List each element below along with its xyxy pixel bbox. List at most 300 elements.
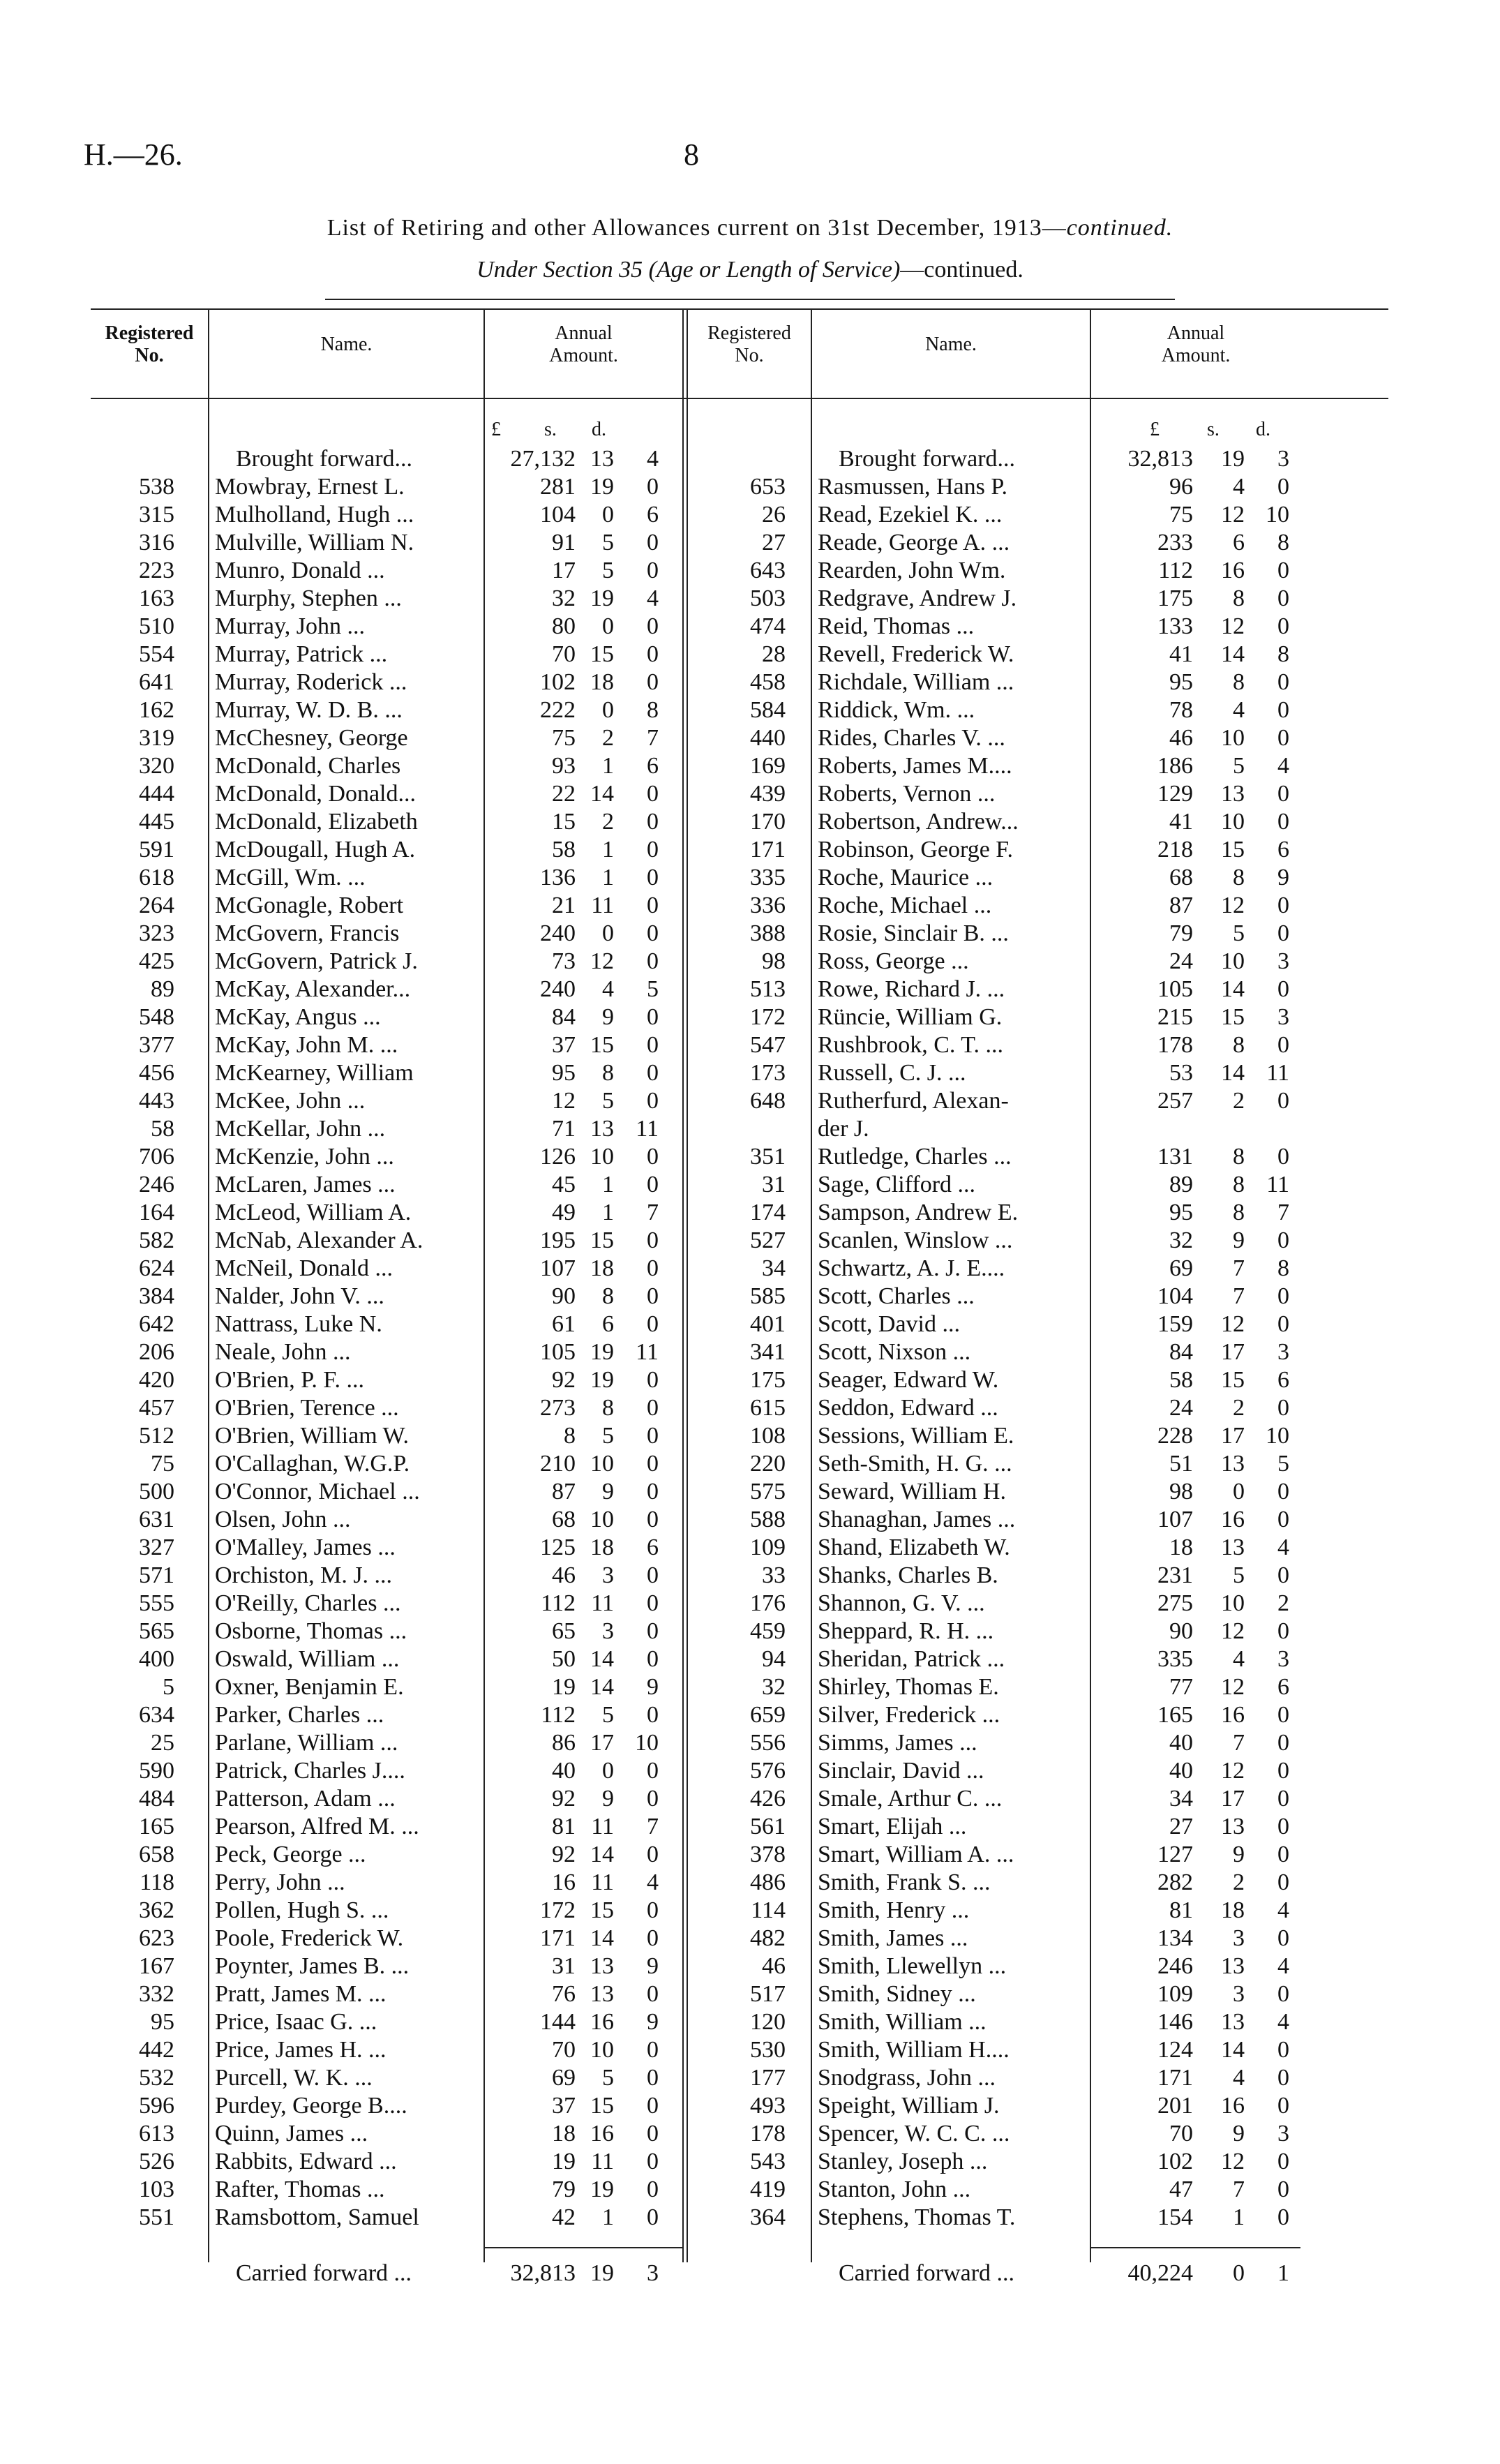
table-row bbox=[0, 1366, 1500, 1394]
pensioner-name: Poynter, James B. ... bbox=[215, 1953, 410, 1979]
pensioner-name: Neale, John ... bbox=[215, 1339, 351, 1365]
amount-pounds: 136 bbox=[540, 865, 576, 890]
pensioner-name: Parlane, William ... bbox=[215, 1730, 398, 1756]
amount-pence: 8 bbox=[647, 697, 659, 723]
amount-pence: 4 bbox=[1277, 1897, 1289, 1923]
pensioner-name: O'Reilly, Charles ... bbox=[215, 1590, 401, 1616]
registered-number: 109 bbox=[750, 1535, 786, 1560]
registered-number: 171 bbox=[750, 837, 786, 863]
amount-pounds: 201 bbox=[1157, 2093, 1193, 2119]
amount-pounds: 77 bbox=[1169, 1674, 1193, 1700]
brought-forward-row bbox=[0, 445, 1500, 473]
amount-pounds: 215 bbox=[1157, 1004, 1193, 1030]
registered-number: 659 bbox=[750, 1702, 786, 1728]
registered-number: 443 bbox=[139, 1088, 174, 1114]
amount-shillings: 13 bbox=[1221, 781, 1245, 807]
table-row bbox=[0, 473, 1500, 501]
pensioner-name: O'Malley, James ... bbox=[215, 1535, 396, 1560]
pensioner-name: Reade, George A. ... bbox=[818, 530, 1010, 555]
registered-number: 584 bbox=[750, 697, 786, 723]
table-row bbox=[0, 641, 1500, 669]
amount-shillings: 16 bbox=[1221, 2093, 1245, 2119]
amount-pence: 7 bbox=[1277, 1200, 1289, 1225]
amount-pounds: 40 bbox=[552, 1758, 576, 1784]
table-row bbox=[0, 780, 1500, 808]
pensioner-name: McGovern, Patrick J. bbox=[215, 948, 418, 974]
amount-shillings: 8 bbox=[602, 1395, 614, 1421]
amount-pence: 4 bbox=[647, 585, 659, 611]
table-row bbox=[0, 1562, 1500, 1590]
amount-pounds: 93 bbox=[552, 753, 576, 779]
registered-number: 706 bbox=[139, 1144, 174, 1170]
pensioner-name: Simms, James ... bbox=[818, 1730, 977, 1756]
table-row bbox=[0, 1590, 1500, 1618]
amount-shillings: 14 bbox=[1221, 641, 1245, 667]
registered-number: 336 bbox=[750, 893, 786, 918]
pensioner-name: Seward, William H. bbox=[818, 1479, 1006, 1504]
amount-shillings: 11 bbox=[591, 2149, 614, 2174]
amount-pence: 0 bbox=[1277, 809, 1289, 835]
amount-pence: 7 bbox=[647, 1814, 659, 1839]
amount-shillings: 9 bbox=[602, 1479, 614, 1504]
amount-pounds: 69 bbox=[1169, 1255, 1193, 1281]
registered-number: 658 bbox=[139, 1842, 174, 1867]
amount-pounds: 37 bbox=[552, 1032, 576, 1058]
amount-pounds: 124 bbox=[1157, 2037, 1193, 2063]
pensioner-name: Oswald, William ... bbox=[215, 1646, 400, 1672]
pensioner-name: Roche, Michael ... bbox=[818, 893, 992, 918]
amount-pence: 0 bbox=[647, 1004, 659, 1030]
pensioner-name: Mulville, William N. bbox=[215, 530, 414, 555]
registered-number: 458 bbox=[750, 669, 786, 695]
amount-shillings: 8 bbox=[1233, 1200, 1245, 1225]
pensioner-name: Seddon, Edward ... bbox=[818, 1395, 998, 1421]
amount-pounds: 146 bbox=[1157, 2009, 1193, 2035]
registered-number: 425 bbox=[139, 948, 174, 974]
amount-shillings: 19 bbox=[590, 2260, 614, 2286]
table-row bbox=[0, 1338, 1500, 1366]
pensioner-name: Shanks, Charles B. bbox=[818, 1562, 998, 1588]
table-row bbox=[0, 1729, 1500, 1757]
amount-pence: 0 bbox=[1277, 1842, 1289, 1867]
amount-pounds: 195 bbox=[540, 1227, 576, 1253]
amount-pounds: 40 bbox=[1169, 1758, 1193, 1784]
amount-pence: 10 bbox=[1266, 502, 1289, 528]
amount-shillings: 10 bbox=[590, 1451, 614, 1477]
amount-pence: 0 bbox=[647, 1144, 659, 1170]
amount-pounds: 70 bbox=[1169, 2121, 1193, 2146]
amount-shillings: 19 bbox=[590, 474, 614, 500]
amount-pence: 0 bbox=[1277, 585, 1289, 611]
pensioner-name: Smith, Frank S. ... bbox=[818, 1869, 991, 1895]
table-row bbox=[0, 1143, 1500, 1171]
pensioner-name: Nalder, John V. ... bbox=[215, 1283, 384, 1309]
amount-shillings: 16 bbox=[1221, 1702, 1245, 1728]
pensioner-name: Smale, Arthur C. ... bbox=[818, 1786, 1003, 1812]
pensioner-name: Shirley, Thomas E. bbox=[818, 1674, 999, 1700]
amount-shillings: 13 bbox=[590, 1116, 614, 1142]
amount-pence: 3 bbox=[1277, 1339, 1289, 1365]
amount-shillings: 15 bbox=[1221, 1367, 1245, 1393]
registered-number: 98 bbox=[762, 948, 786, 974]
amount-pounds: 133 bbox=[1157, 613, 1193, 639]
amount-shillings: 5 bbox=[1233, 753, 1245, 779]
registered-number: 27 bbox=[762, 530, 786, 555]
amount-pence: 0 bbox=[1277, 2204, 1289, 2230]
amount-pence: 5 bbox=[1277, 1451, 1289, 1477]
amount-shillings: 12 bbox=[1221, 2149, 1245, 2174]
amount-pence: 0 bbox=[1277, 1283, 1289, 1309]
amount-pence: 0 bbox=[1277, 1618, 1289, 1644]
amount-pounds: 282 bbox=[1157, 1869, 1193, 1895]
table-row bbox=[0, 808, 1500, 836]
title-continued: continued. bbox=[1066, 215, 1173, 241]
pensioner-name: Snodgrass, John ... bbox=[818, 2065, 996, 2091]
amount-shillings: 16 bbox=[1221, 1507, 1245, 1532]
amount-pounds: 92 bbox=[552, 1367, 576, 1393]
amount-shillings: 19 bbox=[590, 585, 614, 611]
amount-pence: 9 bbox=[647, 1674, 659, 1700]
amount-shillings: 12 bbox=[1221, 1758, 1245, 1784]
amount-pence: 4 bbox=[647, 1869, 659, 1895]
amount-pence: 0 bbox=[647, 669, 659, 695]
amount-shillings: 10 bbox=[590, 1144, 614, 1170]
amount-shillings: 1 bbox=[602, 1200, 614, 1225]
amount-pence: 0 bbox=[1277, 2176, 1289, 2202]
registered-number: 28 bbox=[762, 641, 786, 667]
pensioner-name: Roberts, James M.... bbox=[818, 753, 1012, 779]
registered-number: 510 bbox=[139, 613, 174, 639]
pensioner-name: Roche, Maurice ... bbox=[818, 865, 993, 890]
table-row bbox=[0, 1701, 1500, 1729]
registered-number: 648 bbox=[750, 1088, 786, 1114]
table-row bbox=[0, 836, 1500, 864]
registered-number: 114 bbox=[751, 1897, 786, 1923]
amount-pence: 0 bbox=[1277, 669, 1289, 695]
pensioner-name: Murray, W. D. B. ... bbox=[215, 697, 403, 723]
table-row bbox=[0, 1841, 1500, 1869]
pensioner-name: Mowbray, Ernest L. bbox=[215, 474, 405, 500]
amount-pounds: 125 bbox=[540, 1535, 576, 1560]
amount-pence: 0 bbox=[1277, 1814, 1289, 1839]
registered-number: 474 bbox=[750, 613, 786, 639]
pensioner-name: Rabbits, Edward ... bbox=[215, 2149, 397, 2174]
table-row bbox=[0, 1980, 1500, 2008]
amount-pence: 8 bbox=[1277, 1255, 1289, 1281]
table-row bbox=[0, 752, 1500, 780]
amount-pounds: 53 bbox=[1169, 1060, 1193, 1086]
amount-pence: 0 bbox=[1277, 976, 1289, 1002]
amount-pence: 11 bbox=[1266, 1060, 1289, 1086]
pensioner-name: Purcell, W. K. ... bbox=[215, 2065, 373, 2091]
amount-pounds: 32,813 bbox=[1127, 446, 1193, 472]
table-row bbox=[0, 1757, 1500, 1785]
registered-number: 162 bbox=[139, 697, 174, 723]
pensioner-name: Rutledge, Charles ... bbox=[818, 1144, 1012, 1170]
amount-shillings: 2 bbox=[602, 725, 614, 751]
amount-shillings: 9 bbox=[1233, 1842, 1245, 1867]
amount-pence: 0 bbox=[647, 1702, 659, 1728]
amount-pounds: 18 bbox=[552, 2121, 576, 2146]
registered-number: 378 bbox=[750, 1842, 786, 1867]
amount-pounds: 159 bbox=[1157, 1311, 1193, 1337]
col-header-amount-left bbox=[485, 322, 682, 367]
amount-pounds: 134 bbox=[1157, 1925, 1193, 1951]
registered-number: 31 bbox=[762, 1172, 786, 1197]
amount-shillings: 15 bbox=[590, 2093, 614, 2119]
registered-number: 571 bbox=[139, 1562, 174, 1588]
amount-pounds: 68 bbox=[1169, 865, 1193, 890]
pensioner-name: O'Callaghan, W.G.P. bbox=[215, 1451, 410, 1477]
table-row bbox=[0, 1897, 1500, 1925]
registered-number: 26 bbox=[762, 502, 786, 528]
registered-number: 264 bbox=[139, 893, 174, 918]
page-number: 8 bbox=[684, 137, 699, 172]
amount-pence: 10 bbox=[1266, 1423, 1289, 1449]
amount-pence: 0 bbox=[647, 1032, 659, 1058]
registered-number: 223 bbox=[139, 558, 174, 583]
table-row bbox=[0, 2148, 1500, 2176]
pensioner-name: Schwartz, A. J. E.... bbox=[818, 1255, 1005, 1281]
amount-pence: 11 bbox=[1266, 1172, 1289, 1197]
amount-pence: 4 bbox=[1277, 753, 1289, 779]
amount-pounds: 17 bbox=[552, 558, 576, 583]
amount-pounds: 129 bbox=[1157, 781, 1193, 807]
pensioner-name: O'Brien, Terence ... bbox=[215, 1395, 399, 1421]
amount-pounds: 32 bbox=[552, 585, 576, 611]
table-row bbox=[0, 696, 1500, 724]
registered-number: 618 bbox=[139, 865, 174, 890]
registered-number: 486 bbox=[750, 1869, 786, 1895]
pensioner-name: Seager, Edward W. bbox=[818, 1367, 999, 1393]
amount-pounds: 89 bbox=[1169, 1172, 1193, 1197]
registered-number: 444 bbox=[139, 781, 174, 807]
amount-pence: 0 bbox=[647, 781, 659, 807]
registered-number: 512 bbox=[139, 1423, 174, 1449]
registered-number: 582 bbox=[139, 1227, 174, 1253]
table-row bbox=[0, 1673, 1500, 1701]
amount-pounds: 8 bbox=[564, 1423, 576, 1449]
amount-shillings: 13 bbox=[590, 446, 614, 472]
registered-number: 445 bbox=[139, 809, 174, 835]
col-header-name-right: Name. bbox=[925, 334, 977, 355]
pensioner-name: Shand, Elizabeth W. bbox=[818, 1535, 1010, 1560]
total-label: Brought forward... bbox=[839, 446, 1016, 472]
pensioner-name: Olsen, John ... bbox=[215, 1507, 351, 1532]
pensioner-name: McKenzie, John ... bbox=[215, 1144, 394, 1170]
amount-shillings: 12 bbox=[1221, 502, 1245, 528]
amount-shillings: 14 bbox=[1221, 976, 1245, 1002]
amount-shillings: 15 bbox=[590, 1227, 614, 1253]
table-row bbox=[0, 976, 1500, 1003]
pensioner-name: Pearson, Alfred M. ... bbox=[215, 1814, 419, 1839]
registered-number: 576 bbox=[750, 1758, 786, 1784]
amount-shillings: 5 bbox=[602, 1423, 614, 1449]
amount-shillings: 8 bbox=[1233, 585, 1245, 611]
pensioner-name: Price, James H. ... bbox=[215, 2037, 387, 2063]
amount-shillings: 10 bbox=[1221, 1590, 1245, 1616]
amount-pence: 0 bbox=[647, 1897, 659, 1923]
right-total-rule bbox=[1090, 2247, 1300, 2248]
table-row bbox=[0, 1813, 1500, 1841]
pensioner-name: Scott, Charles ... bbox=[818, 1283, 975, 1309]
registered-number: 643 bbox=[750, 558, 786, 583]
amount-shillings: 0 bbox=[1233, 2260, 1245, 2286]
amount-shillings: 15 bbox=[590, 1897, 614, 1923]
amount-pence: 0 bbox=[1277, 893, 1289, 918]
amount-pence: 0 bbox=[1277, 1088, 1289, 1114]
amount-pence: 0 bbox=[1277, 1869, 1289, 1895]
page-title bbox=[0, 215, 1500, 241]
pensioner-name: McGill, Wm. ... bbox=[215, 865, 366, 890]
amount-shillings: 12 bbox=[590, 948, 614, 974]
amount-pence: 0 bbox=[647, 641, 659, 667]
table-row bbox=[0, 1785, 1500, 1813]
amount-pence: 0 bbox=[1277, 1311, 1289, 1337]
amount-pence: 0 bbox=[1277, 697, 1289, 723]
registered-number: 530 bbox=[750, 2037, 786, 2063]
amount-shillings: 10 bbox=[590, 1507, 614, 1532]
amount-pounds: 131 bbox=[1157, 1144, 1193, 1170]
registered-number: 34 bbox=[762, 1255, 786, 1281]
registered-number: 176 bbox=[750, 1590, 786, 1616]
pensioner-name: Pratt, James M. ... bbox=[215, 1981, 387, 2007]
table-row bbox=[0, 2120, 1500, 2148]
pensioner-name: Orchiston, M. J. ... bbox=[215, 1562, 393, 1588]
registered-number: 58 bbox=[151, 1116, 174, 1142]
pensioner-name: Smith, Sidney ... bbox=[818, 1981, 976, 2007]
amount-shillings: 5 bbox=[1233, 920, 1245, 946]
amount-pounds: 92 bbox=[552, 1842, 576, 1867]
amount-pounds: 104 bbox=[540, 502, 576, 528]
amount-pence: 3 bbox=[647, 2260, 659, 2286]
registered-number: 623 bbox=[139, 1925, 174, 1951]
pensioner-name: McGonagle, Robert bbox=[215, 893, 404, 918]
registered-number: 484 bbox=[139, 1786, 174, 1812]
amount-shillings: 1 bbox=[602, 1172, 614, 1197]
pensioner-name: Smith, William H.... bbox=[818, 2037, 1010, 2063]
amount-shillings: 4 bbox=[1233, 474, 1245, 500]
registered-number: 426 bbox=[750, 1786, 786, 1812]
amount-shillings: 13 bbox=[1221, 1451, 1245, 1477]
registered-number: 178 bbox=[750, 2121, 786, 2146]
amount-pence: 11 bbox=[636, 1339, 659, 1365]
amount-pence: 0 bbox=[647, 1311, 659, 1337]
table-row bbox=[0, 669, 1500, 696]
table-row bbox=[0, 1422, 1500, 1450]
registered-number: 172 bbox=[750, 1004, 786, 1030]
pensioner-name: Riddick, Wm. ... bbox=[818, 697, 975, 723]
amount-shillings: 15 bbox=[1221, 1004, 1245, 1030]
amount-pence: 0 bbox=[647, 2093, 659, 2119]
amount-pounds: 31 bbox=[552, 1953, 576, 1979]
registered-number: 503 bbox=[750, 585, 786, 611]
amount-shillings: 6 bbox=[602, 1311, 614, 1337]
table-row bbox=[0, 1869, 1500, 1897]
amount-pounds: 95 bbox=[552, 1060, 576, 1086]
pensioner-name: Stephens, Thomas T. bbox=[818, 2204, 1016, 2230]
amount-shillings: 0 bbox=[602, 613, 614, 639]
table-row bbox=[0, 2064, 1500, 2092]
amount-pence: 0 bbox=[1277, 920, 1289, 946]
amount-pence: 0 bbox=[647, 948, 659, 974]
table-row bbox=[0, 1506, 1500, 1534]
registered-number: 439 bbox=[750, 781, 786, 807]
pensioner-name: Russell, C. J. ... bbox=[818, 1060, 966, 1086]
amount-shillings: 13 bbox=[590, 1981, 614, 2007]
amount-shillings: 7 bbox=[1233, 1730, 1245, 1756]
pensioner-name: Seth-Smith, H. G. ... bbox=[818, 1451, 1012, 1477]
registered-number: 315 bbox=[139, 502, 174, 528]
amount-shillings: 12 bbox=[1221, 893, 1245, 918]
amount-pounds: 49 bbox=[552, 1200, 576, 1225]
amount-shillings: 18 bbox=[590, 1255, 614, 1281]
amount-pence: 0 bbox=[647, 1925, 659, 1951]
table-row bbox=[0, 1618, 1500, 1645]
amount-pounds: 45 bbox=[552, 1172, 576, 1197]
pensioner-name: Smart, William A. ... bbox=[818, 1842, 1014, 1867]
pensioner-name: Sampson, Andrew E. bbox=[818, 1200, 1019, 1225]
amount-shillings: 9 bbox=[1233, 2121, 1245, 2146]
registered-number: 543 bbox=[750, 2149, 786, 2174]
amount-shillings: 14 bbox=[1221, 1060, 1245, 1086]
amount-pence: 0 bbox=[647, 558, 659, 583]
amount-shillings: 3 bbox=[602, 1618, 614, 1644]
amount-pence: 0 bbox=[647, 1227, 659, 1253]
pensioner-name: Shannon, G. V. ... bbox=[818, 1590, 985, 1616]
registered-number: 624 bbox=[139, 1255, 174, 1281]
amount-pence: 0 bbox=[647, 1283, 659, 1309]
amount-pounds: 24 bbox=[1169, 1395, 1193, 1421]
amount-pounds: 96 bbox=[1169, 474, 1193, 500]
amount-pounds: 16 bbox=[552, 1869, 576, 1895]
amount-pounds: 58 bbox=[552, 837, 576, 863]
amount-shillings: 8 bbox=[1233, 865, 1245, 890]
registered-number: 335 bbox=[750, 865, 786, 890]
amount-pounds: 98 bbox=[1169, 1479, 1193, 1504]
amount-pounds: 32,813 bbox=[510, 2260, 576, 2286]
amount-pounds: 42 bbox=[552, 2204, 576, 2230]
amount-shillings: 18 bbox=[1221, 1897, 1245, 1923]
amount-shillings: 1 bbox=[602, 865, 614, 890]
amount-pence: 6 bbox=[647, 1535, 659, 1560]
pensioner-name: McDonald, Elizabeth bbox=[215, 809, 418, 835]
amount-pence: 0 bbox=[1277, 613, 1289, 639]
amount-pounds: 112 bbox=[541, 1702, 576, 1728]
registered-number: 653 bbox=[750, 474, 786, 500]
amount-pounds: 46 bbox=[552, 1562, 576, 1588]
amount-pence: 0 bbox=[1277, 558, 1289, 583]
pensioner-name: McKearney, William bbox=[215, 1060, 414, 1086]
amount-pounds: 65 bbox=[552, 1618, 576, 1644]
pensioner-name: Murray, Roderick ... bbox=[215, 669, 407, 695]
amount-pounds: 233 bbox=[1157, 530, 1193, 555]
registered-number: 456 bbox=[139, 1060, 174, 1086]
amount-pounds: 70 bbox=[552, 2037, 576, 2063]
registered-number: 25 bbox=[151, 1730, 174, 1756]
left-total-rule bbox=[483, 2247, 682, 2248]
amount-pence: 0 bbox=[1277, 2093, 1289, 2119]
unit-pounds-right: £ bbox=[1150, 419, 1160, 440]
amount-pounds: 144 bbox=[540, 2009, 576, 2035]
title-main: List of Retiring and other Allowances current on 31st December, 1913— bbox=[327, 215, 1067, 241]
pensioner-name: Peck, George ... bbox=[215, 1842, 366, 1867]
amount-shillings: 0 bbox=[602, 920, 614, 946]
registered-number: 246 bbox=[139, 1172, 174, 1197]
amount-pence: 0 bbox=[647, 1590, 659, 1616]
amount-shillings: 3 bbox=[1233, 1981, 1245, 2007]
registered-number: 167 bbox=[139, 1953, 174, 1979]
